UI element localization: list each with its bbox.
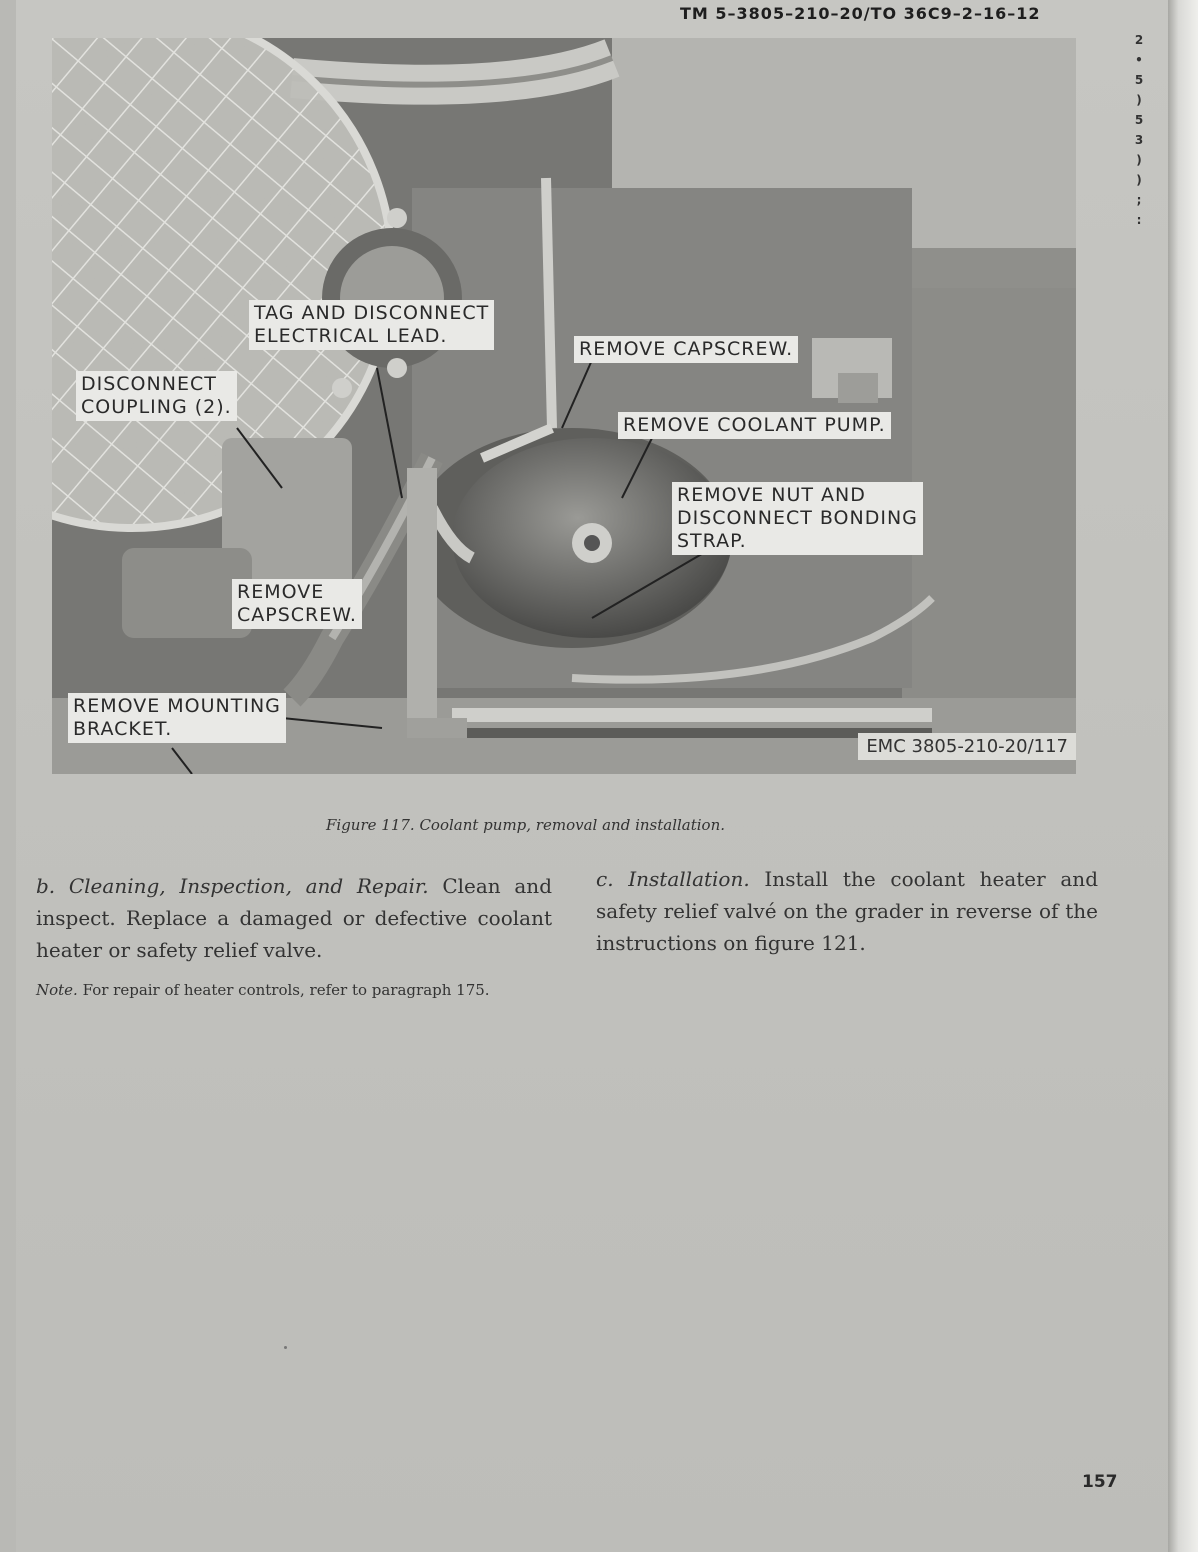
callout-remove-coolant-pump: REMOVE COOLANT PUMP. — [618, 412, 891, 439]
edge-mark: ) — [1136, 173, 1142, 187]
edge-mark: ) — [1136, 93, 1142, 107]
figure-code: EMC 3805-210-20/117 — [858, 733, 1076, 760]
edge-mark: • — [1135, 53, 1143, 67]
callout-remove-mounting-bracket: REMOVE MOUNTING BRACKET. — [68, 693, 286, 743]
paragraph-c — [596, 863, 1098, 959]
speck — [284, 1346, 287, 1349]
edge-mark: 5 — [1134, 113, 1144, 127]
note-lead: Note. — [36, 981, 78, 999]
figure-caption: Figure 117. Coolant pump, removal and installation. — [326, 816, 726, 834]
edge-mark: 3 — [1134, 133, 1144, 147]
callout-remove-capscrew-top: REMOVE CAPSCREW. — [574, 336, 798, 363]
paragraph-b-heading: b. Cleaning, Inspection, and Repair. — [36, 874, 429, 898]
callout-disconnect-coupling: DISCONNECT COUPLING (2). — [76, 371, 237, 421]
paragraph-c-text: Install the coolant heater and safety relief valvé on the grader in reverse of the instructions on figure 121. — [596, 867, 1098, 955]
note — [36, 976, 552, 1004]
paragraph-c-heading: c. Installation. — [596, 867, 750, 891]
edge-mark: 5 — [1134, 73, 1144, 87]
callout-tag-disconnect: TAG AND DISCONNECT ELECTRICAL LEAD. — [249, 300, 494, 350]
edge-mark: ; — [1136, 193, 1142, 207]
paragraph-b — [36, 870, 552, 966]
page-number: 157 — [1082, 1472, 1118, 1492]
paragraph-b-text: Clean and inspect. Replace a damaged or defective coolant heater or safety relief valve. — [36, 874, 552, 962]
callout-remove-nut: REMOVE NUT AND DISCONNECT BONDING STRAP. — [672, 482, 923, 555]
edge-mark: : — [1136, 213, 1142, 227]
callout-remove-capscrew-lower: REMOVE CAPSCREW. — [232, 579, 362, 629]
document-number: TM 5–3805–210–20/TO 36C9–2–16–12 — [680, 4, 1041, 23]
edge-mark: ) — [1136, 153, 1142, 167]
edge-marks — [1128, 30, 1150, 230]
page-edge — [1168, 0, 1198, 1552]
edge-mark: 2 — [1134, 33, 1144, 47]
note-text: For repair of heater controls, refer to paragraph 175. — [77, 981, 490, 999]
figure-photo — [52, 38, 1076, 774]
